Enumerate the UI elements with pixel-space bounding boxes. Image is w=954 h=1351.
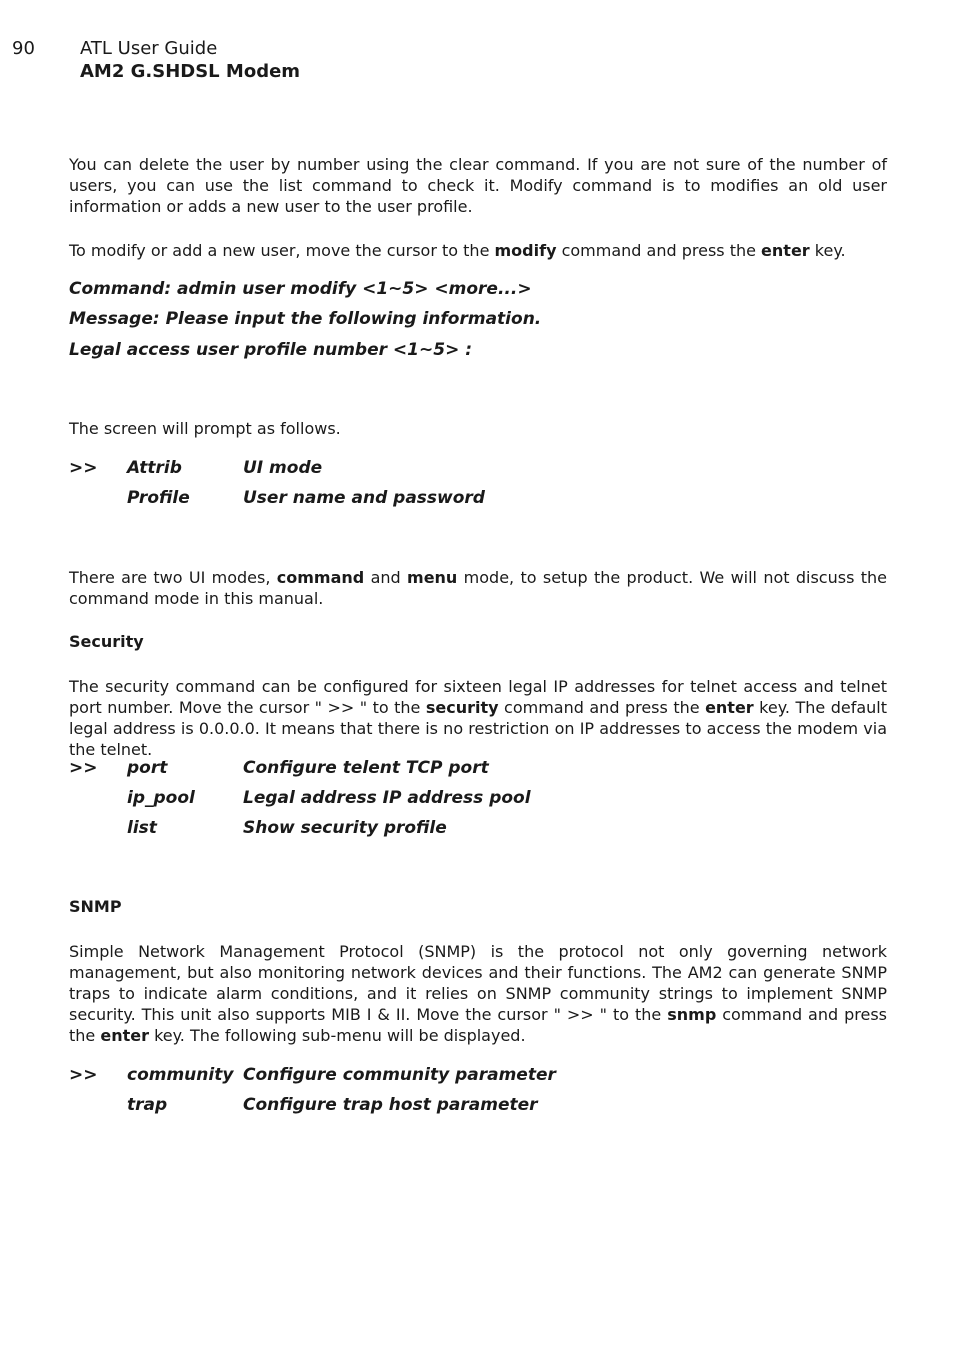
menu-item-name: community [127, 1065, 234, 1085]
menu-cursor-marker: >> [69, 1065, 98, 1085]
text: mode, to setup the product. We will not discuss the command mode in this manual. [69, 568, 887, 608]
menu-item-name: Attrib [127, 458, 182, 478]
intro-paragraph: You can delete the user by number using the clear command. If you are not sure of the number of users, you can use the list command to check it. Modify command is to modifies an old user information or adds a new user to the user profile. [69, 155, 887, 216]
ui-modes-paragraph [69, 567, 887, 609]
menu-item-name: port [127, 758, 168, 778]
security-heading: Security [69, 632, 144, 651]
text: The security command can be configured for sixteen legal IP addresses for telnet access and telnet port number. Move the cursor " >> " to the [69, 677, 887, 717]
text: Simple Network Management Protocol (SNMP) is the protocol not only governing network management, but also monitoring network devices and their functions. The AM2 can generate SNMP traps to indicate alarm conditions, and it relies on SNMP community strings to implement SNMP security. This unit also supports MIB I & II. Move the cursor " >> " to the [69, 942, 887, 1024]
menu-item-desc: Show security profile [243, 818, 447, 838]
menu-item-desc: Legal address IP address pool [243, 788, 531, 808]
menu-item-name: list [127, 818, 157, 838]
message-line: Message: Please input the following information. [69, 309, 542, 329]
legal-access-line: Legal access user profile number <1~5> : [69, 340, 473, 360]
text: command and press the [498, 698, 706, 717]
menu-item-name: Profile [127, 488, 190, 508]
text: key. The default legal address is 0.0.0.0. It means that there is no restriction on IP addresses to access the modem via the telnet. [69, 698, 887, 759]
snmp-heading: SNMP [69, 897, 122, 916]
menu-item-desc: UI mode [243, 458, 323, 478]
text: key. The following sub-menu will be displayed. [148, 1026, 526, 1045]
menu-item-name: trap [127, 1095, 168, 1115]
model-title: AM2 G.SHDSL Modem [80, 61, 301, 82]
text: To modify or add a new user, move the cursor to the [69, 241, 495, 260]
modify-paragraph [69, 240, 887, 261]
text: There are two UI modes, [69, 568, 277, 587]
menu-cursor-marker: >> [69, 458, 98, 478]
prompt-text: The screen will prompt as follows. [69, 419, 341, 438]
text: command and press the [556, 241, 762, 260]
keyword-enter: enter [100, 1026, 149, 1045]
keyword-modify: modify [494, 241, 557, 260]
text: key. [809, 241, 846, 260]
menu-item-desc: User name and password [243, 488, 485, 508]
command-line: Command: admin user modify <1~5> <more...> [69, 279, 532, 299]
security-paragraph [69, 676, 887, 760]
text: and [364, 568, 408, 587]
guide-title: ATL User Guide [80, 38, 218, 59]
keyword-security: security [425, 698, 499, 717]
menu-item-desc: Configure telent TCP port [243, 758, 489, 778]
menu-item-name: ip_pool [127, 788, 195, 808]
keyword-snmp: snmp [667, 1005, 717, 1024]
text: command and press the [69, 1005, 888, 1045]
snmp-paragraph [69, 941, 887, 1046]
keyword-enter: enter [761, 241, 810, 260]
keyword-menu: menu [407, 568, 458, 587]
menu-item-desc: Configure trap host parameter [243, 1095, 538, 1115]
keyword-command: command [276, 568, 365, 587]
menu-item-desc: Configure community parameter [243, 1065, 556, 1085]
menu-cursor-marker: >> [69, 758, 98, 778]
keyword-enter: enter [705, 698, 754, 717]
page-number: 90 [12, 38, 35, 59]
